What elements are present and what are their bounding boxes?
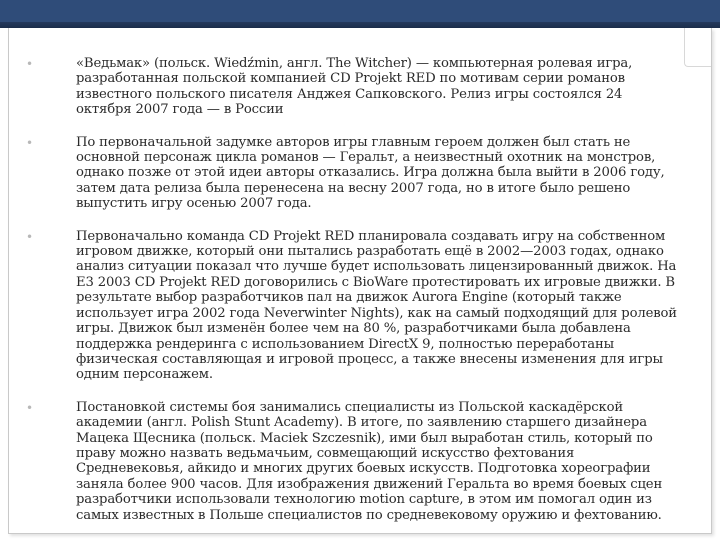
bullet-icon: • (26, 229, 33, 244)
bullet-item-1 (26, 56, 678, 118)
slide-content (26, 56, 678, 540)
paragraph-text: Первоначально команда CD Projekt RED планировала создавать игру на собственном игровом движке, который они пытались разработать ещё в 2002—2003 годах, однако анализ ситуации показал что лучше будет использовать лицензированный движок. На E3 2003 CD Projekt RED договорились с BioWare протестировать их игровые движки. В результате выбор разработчиков пал на движок Aurora Engine (который также использует игра 2002 года Neverwinter Nights), как на самый подходящий для ролевой игры. Движок был изменён более чем на 80 %, разработчиками была добавлена поддержка рендеринга с использованием DirectX 9, полностью переработаны физическая составляющая и игровой процесс, а также внесены изменения для игры одним персонажем. (76, 228, 677, 383)
paragraph-text: «Ведьмак» (польск. Wiedźmin, англ. The Witcher) — компьютерная ролевая игра, разработанная польской компанией CD Projekt RED по мотивам серии романов известного польского писателя Анджея Сапковского. Релиз игры состоялся 24 октября 2007 года — в России (76, 56, 633, 118)
bullet-item-2 (26, 134, 678, 212)
bullet-item-4 (26, 399, 678, 523)
paragraph-text: Постановкой системы боя занимались специалисты из Польской каскадёрской академии (англ. Polish Stunt Academy). В итоге, по заявлению старшего дизайнера Мацека Щесника (польск. Maciek Szczesnik), ими был выработан стиль, который по праву можно назвать ведьмачьим, совмещающий искусство фехтования Средневековья, айкидо и многих других боевых искусств. Подготовка хореографии заняла более 900 часов. Для изображения движений Геральта во время боевых сцен разработчики использовали технологию motion capture, в этом им помогал один из самых известных в Польше специалистов по средневековому оружию и фехтованию. (76, 399, 663, 523)
slide-corner-tab (684, 28, 711, 67)
paragraph-text: По первоначальной задумке авторов игры главным героем должен был стать не основной персонаж цикла романов — Геральт, а неизвестный охотник на монстров, однако позже от этой идеи авторы отказались. Игра должна была выйти в 2006 году, затем дата релиза была перенесена на весну 2007 года, но в итоге было решено выпустить игру осенью 2007 года. (76, 134, 665, 212)
bullet-item-3 (26, 228, 678, 383)
bullet-icon: • (26, 400, 33, 415)
bullet-icon: • (26, 57, 33, 71)
header-band (0, 0, 720, 22)
bullet-icon: • (26, 135, 33, 150)
